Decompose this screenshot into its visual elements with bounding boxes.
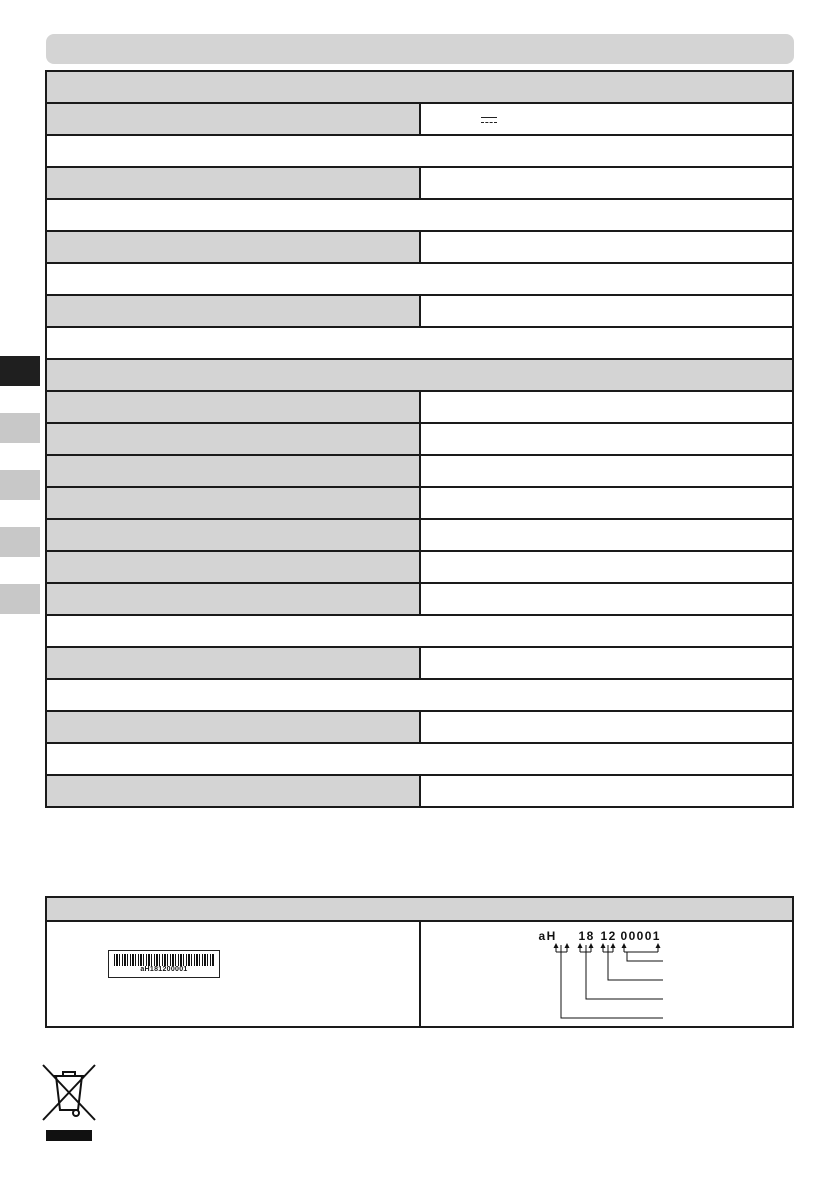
serial-diagram-cell [420, 921, 794, 1027]
spec-full-row [46, 679, 793, 711]
spec-label [46, 647, 420, 679]
barcode-label [108, 950, 220, 978]
serial-part-sequence: 00001 [620, 929, 661, 943]
spec-label [46, 711, 420, 743]
spec-value [420, 455, 794, 487]
spec-full-row [46, 199, 793, 231]
spec-label [46, 455, 420, 487]
language-tab[interactable] [0, 527, 40, 557]
spec-full-cell [46, 743, 793, 775]
spec-label [46, 487, 420, 519]
spec-full-cell [46, 679, 793, 711]
spec-label [46, 775, 420, 807]
spec-row [46, 455, 793, 487]
spec-value [420, 391, 794, 423]
serial-part-year: 18 [578, 929, 595, 943]
spec-value [420, 487, 794, 519]
serial-header-row [46, 897, 793, 921]
spec-full-row [46, 263, 793, 295]
spec-full-row [46, 615, 793, 647]
spec-row [46, 487, 793, 519]
spec-value [420, 231, 794, 263]
language-tab-active[interactable] [0, 356, 40, 386]
spec-label [46, 231, 420, 263]
serial-header-cell [46, 897, 793, 921]
serial-part-month: 12 [600, 929, 617, 943]
barcode-text: aH181200001 [140, 966, 188, 973]
spec-row [46, 647, 793, 679]
serial-body-row [46, 921, 793, 1027]
spec-label [46, 167, 420, 199]
spec-full-cell [46, 263, 793, 295]
spec-value [420, 519, 794, 551]
serial-diagram-lines [421, 922, 840, 1030]
spec-full-row [46, 327, 793, 359]
language-tab[interactable] [0, 584, 40, 614]
spec-value [420, 167, 794, 199]
section-header-cell [46, 71, 793, 103]
specifications-table [45, 70, 794, 808]
spec-label [46, 391, 420, 423]
language-tab[interactable] [0, 470, 40, 500]
spec-full-row [46, 743, 793, 775]
spec-row [46, 583, 793, 615]
section-header-cell [46, 359, 793, 391]
language-tab[interactable] [0, 413, 40, 443]
spec-full-cell [46, 135, 793, 167]
spec-row [46, 391, 793, 423]
barcode-icon [114, 954, 214, 966]
spec-value [420, 423, 794, 455]
spec-label [46, 551, 420, 583]
spec-row [46, 103, 793, 135]
spec-row [46, 423, 793, 455]
serial-number-table [45, 896, 794, 1028]
spec-label [46, 519, 420, 551]
spec-row [46, 231, 793, 263]
spec-full-cell [46, 327, 793, 359]
header-bar [46, 34, 794, 64]
spec-row [46, 711, 793, 743]
crossed-out-wheeled-bin-icon [40, 1062, 100, 1126]
spec-value [420, 775, 794, 807]
spec-value [420, 295, 794, 327]
spec-label [46, 583, 420, 615]
spec-label [46, 103, 420, 135]
spec-value [420, 711, 794, 743]
weee-bar [46, 1130, 92, 1141]
spec-full-row [46, 135, 793, 167]
section-header-row [46, 359, 793, 391]
direct-current-icon [481, 115, 497, 125]
spec-full-cell [46, 615, 793, 647]
spec-label [46, 423, 420, 455]
spec-value [420, 583, 794, 615]
spec-value [420, 647, 794, 679]
spec-value [420, 551, 794, 583]
spec-value [420, 103, 794, 135]
section-header-row [46, 71, 793, 103]
spec-row [46, 775, 793, 807]
spec-label [46, 295, 420, 327]
spec-full-cell [46, 199, 793, 231]
spec-row [46, 295, 793, 327]
spec-row [46, 551, 793, 583]
spec-row [46, 167, 793, 199]
spec-row [46, 519, 793, 551]
barcode-cell [46, 921, 420, 1027]
serial-part-prefix: aH [538, 929, 557, 943]
